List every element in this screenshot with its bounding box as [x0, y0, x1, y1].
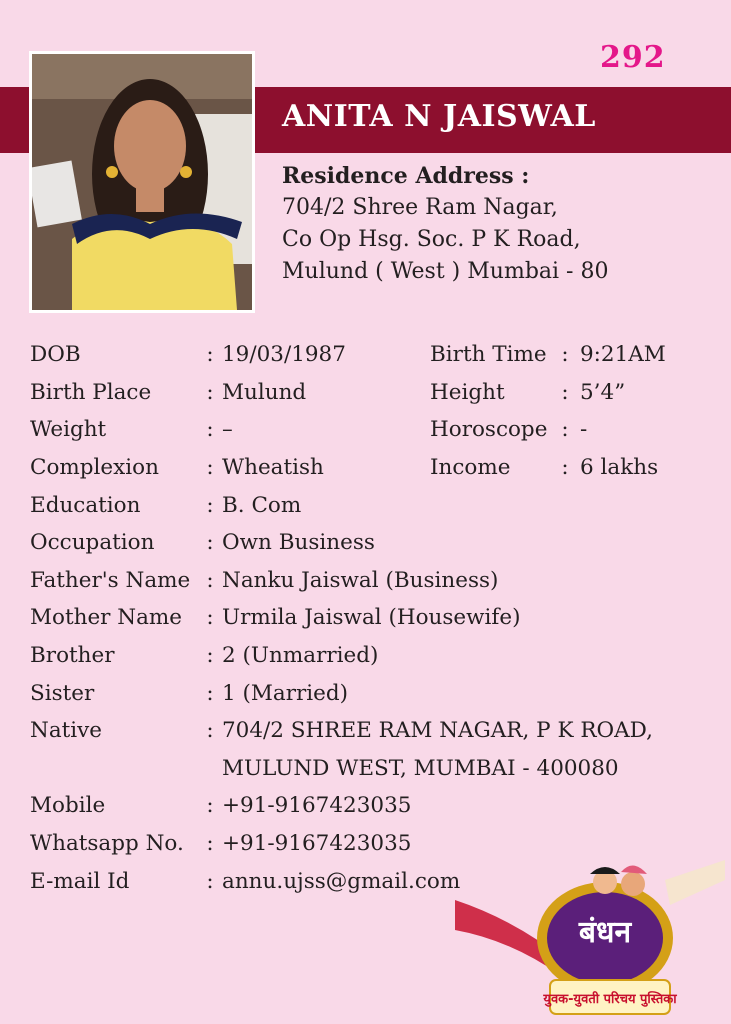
native-line: MULUND WEST, MUMBAI - 400080: [222, 755, 619, 781]
separator: :: [561, 455, 569, 481]
detail-row-birth-place: [30, 374, 710, 412]
occupation-value: Own Business: [222, 530, 375, 556]
separator: :: [206, 417, 214, 443]
separator: :: [206, 831, 214, 857]
native-line: 704/2 SHREE RAM NAGAR, P K ROAD,: [222, 718, 653, 744]
separator: :: [206, 793, 214, 819]
details-table: [30, 336, 710, 900]
birth-place-label: Birth Place: [30, 379, 152, 405]
separator: :: [561, 342, 569, 368]
income-value: 6 lakhs: [580, 455, 659, 481]
separator: :: [206, 680, 214, 706]
profile-photo: [29, 51, 255, 313]
income-label: Income: [430, 455, 511, 481]
separator: :: [206, 492, 214, 518]
occupation-label: Occupation: [30, 530, 155, 556]
mobile-label: Mobile: [30, 793, 106, 819]
separator: :: [206, 342, 214, 368]
mobile-value: +91-9167423035: [222, 793, 412, 819]
detail-row-complexion: [30, 449, 710, 487]
birth-place-value: Mulund: [222, 379, 307, 405]
height-label: Height: [430, 379, 505, 405]
address-label: Residence Address :: [282, 163, 530, 189]
whatsapp-value: +91-9167423035: [222, 831, 412, 857]
horoscope-value: -: [580, 417, 588, 443]
email-value: annu.ujss@gmail.com: [222, 868, 461, 894]
horoscope-label: Horoscope: [430, 417, 548, 443]
separator: :: [206, 643, 214, 669]
brother-label: Brother: [30, 643, 115, 669]
detail-row-weight: [30, 411, 710, 449]
separator: :: [206, 605, 214, 631]
detail-row-sister: [30, 674, 710, 712]
page-number: 292: [600, 40, 666, 75]
separator: :: [206, 455, 214, 481]
email-label: E-mail Id: [30, 868, 130, 894]
brother-value: 2 (Unmarried): [222, 643, 379, 669]
separator: :: [206, 530, 214, 556]
detail-row-occupation: [30, 524, 710, 562]
detail-row-dob: [30, 336, 710, 374]
bandhan-logo: [455, 860, 725, 1020]
birth-time-label: Birth Time: [430, 342, 547, 368]
weight-value: –: [222, 417, 233, 443]
detail-row-mother: [30, 599, 710, 637]
detail-row-whatsapp: [30, 825, 710, 863]
whatsapp-label: Whatsapp No.: [30, 831, 184, 857]
address-line: 704/2 Shree Ram Nagar,: [282, 195, 558, 220]
father-value: Nanku Jaiswal (Business): [222, 567, 499, 593]
detail-row-father: [30, 562, 710, 600]
separator-wrap: [198, 712, 222, 750]
separator: :: [206, 379, 214, 405]
native-label-wrap: [30, 712, 198, 750]
dob-label: DOB: [30, 342, 81, 368]
separator: :: [206, 567, 214, 593]
address-line: Mulund ( West ) Mumbai - 80: [282, 259, 609, 284]
complexion-value: Wheatish: [222, 455, 324, 481]
native-label: Native: [30, 718, 103, 744]
logo-title: बंधन: [578, 915, 632, 950]
profile-photo-illustration: [32, 54, 252, 310]
education-label: Education: [30, 492, 141, 518]
mother-value: Urmila Jaiswal (Housewife): [222, 605, 521, 631]
native-value: [222, 712, 653, 787]
separator: :: [561, 417, 569, 443]
detail-row-native: [30, 712, 710, 787]
mother-label: Mother Name: [30, 605, 183, 631]
height-value: 5’4”: [580, 379, 626, 405]
separator: :: [561, 379, 569, 405]
detail-row-mobile: [30, 787, 710, 825]
complexion-label: Complexion: [30, 455, 159, 481]
birth-time-value: 9:21AM: [580, 342, 666, 368]
separator: :: [206, 868, 214, 894]
sister-value: 1 (Married): [222, 680, 349, 706]
detail-row-brother: [30, 637, 710, 675]
father-label: Father's Name: [30, 567, 191, 593]
sister-label: Sister: [30, 680, 95, 706]
bandhan-logo-emblem: [455, 860, 725, 1020]
separator: :: [206, 718, 214, 744]
dob-value: 19/03/1987: [222, 342, 346, 368]
profile-name: ANITA N JAISWAL: [282, 99, 596, 134]
address-line: Co Op Hsg. Soc. P K Road,: [282, 227, 581, 252]
logo-subtitle: युवक-युवती परिचय पुस्तिका: [543, 992, 677, 1007]
weight-label: Weight: [30, 417, 107, 443]
residence-address: [282, 160, 712, 288]
detail-row-education: [30, 486, 710, 524]
education-value: B. Com: [222, 492, 302, 518]
